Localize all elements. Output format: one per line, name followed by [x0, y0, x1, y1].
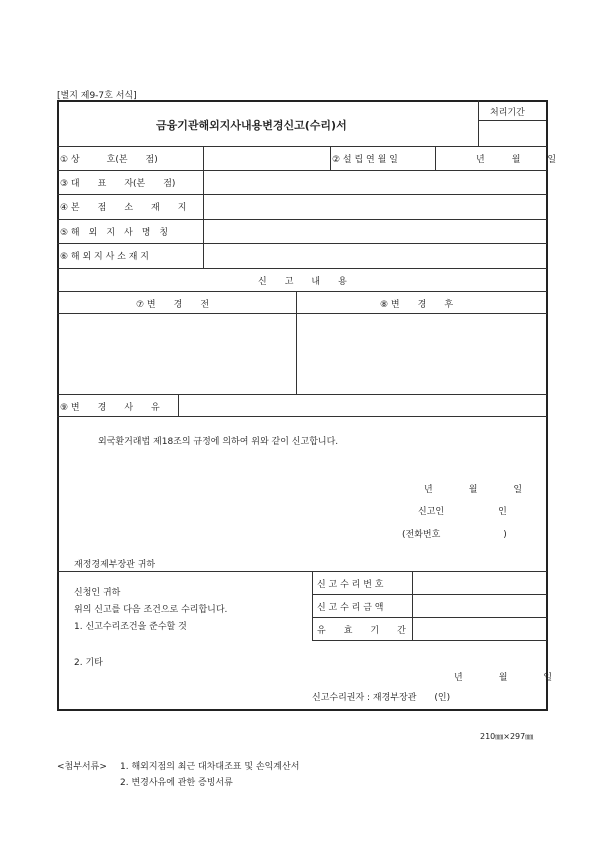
hq-address-label: ④ 본 점 소 재 지 — [60, 203, 187, 213]
established-date-value: 년 월 일 — [476, 155, 557, 165]
attachments-label: <첨부서류> — [57, 762, 107, 772]
authority-line: 신고수리권자 : 재경부장관 (인) — [312, 693, 451, 703]
phone-line: (전화번호 ) — [402, 530, 507, 540]
trade-name-label: ① 상 호(본 점) — [60, 155, 158, 165]
applicant-line: 신청인 귀하 — [74, 588, 121, 598]
declaration-text: 외국환거래법 제18조의 규정에 의하여 위와 같이 신고합니다. — [98, 437, 339, 447]
before-change-heading: ⑦ 변 경 전 — [136, 300, 210, 310]
form-number: [별지 제9-7호 서식] — [57, 91, 137, 101]
report-content-heading: 신 고 내 용 — [258, 277, 347, 287]
accept-number-label: 신 고 수 리 번 호 — [317, 580, 384, 590]
after-change-heading: ⑧ 변 경 후 — [380, 300, 454, 310]
representative-label: ③ 대 표 자(본 점) — [60, 179, 176, 189]
condition-2: 2. 기타 — [74, 658, 103, 668]
addressee: 재정경제부장관 귀하 — [74, 560, 156, 570]
valid-period-label: 유 효 기 간 — [317, 626, 406, 636]
attachment-2: 2. 변경사유에 관한 증빙서류 — [120, 778, 233, 788]
established-date-label: ② 설 립 연 월 일 — [332, 155, 398, 165]
accept-amount-label: 신 고 수 리 금 액 — [317, 603, 384, 613]
branch-name-label: ⑤ 해 외 지 사 명 칭 — [60, 228, 169, 238]
paper-size: 210㎜×297㎜ — [480, 732, 534, 741]
attachment-1: 1. 해외지점의 최근 대차대조표 및 손익계산서 — [120, 762, 300, 772]
form-title: 금융기관해외지사내용변경신고(수리)서 — [156, 119, 347, 132]
branch-address-label: ⑥ 해 외 지 사 소 재 지 — [60, 252, 149, 262]
processing-period-label: 처리기간 — [490, 108, 525, 118]
accept-text: 위의 신고를 다음 조건으로 수리합니다. — [74, 605, 228, 615]
condition-1: 1. 신고수리조건을 준수할 것 — [74, 622, 187, 632]
accept-date-line: 년 월 일 — [454, 673, 553, 683]
reporter-line: 신고인 인 — [418, 507, 507, 517]
report-date-line: 년 월 일 — [424, 485, 523, 495]
change-reason-label: ⑨ 변 경 사 유 — [60, 403, 160, 413]
